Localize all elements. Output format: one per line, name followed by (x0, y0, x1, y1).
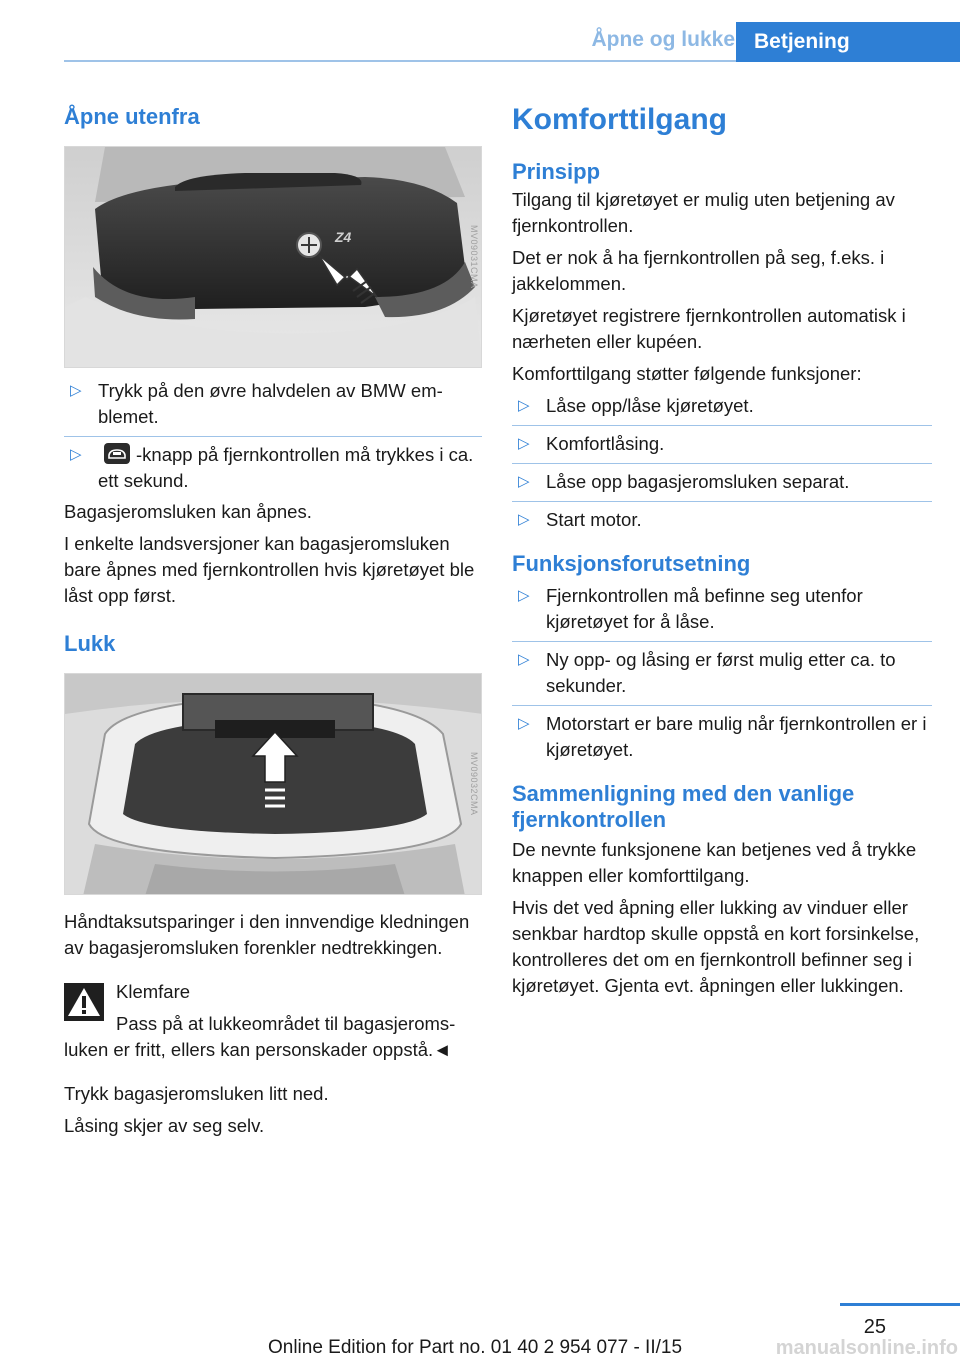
triangle-right-icon: ▷ (70, 446, 82, 463)
list-item-text: Motorstart er bare mulig når fjernkontrollen er i kjøretøyet. (546, 713, 927, 760)
paragraph: Kjøretøyet registrere fjernkontrollen automatisk i nærheten eller kupéen. (512, 305, 906, 352)
list-divider (512, 463, 932, 464)
header-section-title: Åpne og lukke (591, 28, 735, 51)
figure-code-2: MV09032CMA (469, 752, 479, 816)
paragraph: Bagasjeromsluken kan åpnes. (64, 501, 312, 522)
warning-text-content: Pass på at lukkeområdet til bagasjeromsluken er fritt, ellers kan personskader oppstå.◄ (64, 1013, 456, 1060)
trunk-interior-illustration (65, 674, 482, 895)
list-item-text: Start motor. (546, 509, 642, 530)
footer-rule (840, 1303, 960, 1306)
list-item-text: Låse opp bagasjeromsluken separat. (546, 471, 850, 492)
list-divider (512, 641, 932, 642)
triangle-right-icon: ▷ (518, 651, 530, 668)
list-item (512, 431, 932, 457)
section-title-comfort-access: Komforttilgang (512, 103, 727, 136)
right-column (512, 100, 932, 999)
svg-text:Z4: Z4 (335, 229, 352, 245)
section-title-close: Lukk (64, 631, 116, 656)
list-item (512, 711, 932, 763)
section-title-open: Åpne utenfra (64, 104, 200, 129)
warning-title: Klemfare (116, 981, 191, 1002)
trunk-remote-key-icon (104, 443, 130, 464)
watermark: manualsonline.info (775, 1337, 958, 1359)
list-item-text: Ny opp- og låsing er først mulig etter ca. to sekunder. (546, 649, 896, 696)
functions-list (512, 393, 932, 533)
paragraph: Tilgang til kjøretøyet er mulig uten betjening av fjernkontrollen. (512, 189, 895, 236)
list-item (64, 442, 482, 494)
list-item-text: Fjernkontrollen må befinne seg utenfor kjøretøyet for å låse. (546, 585, 863, 632)
figure-trunk-interior (64, 673, 482, 895)
subsection-title-requirements: Funksjonsforutsetning (512, 551, 751, 576)
triangle-right-icon: ▷ (518, 397, 530, 414)
list-divider (64, 436, 482, 437)
figure-code-1: MV09031CMA (469, 225, 479, 289)
warning-text (64, 1011, 482, 1063)
list-divider (512, 705, 932, 706)
page-number: 25 (863, 1316, 886, 1338)
paragraph: Håndtaksutsparinger i den innvendige kledningen av bagasjeromsluken forenkler nedtrekkingen. (64, 911, 470, 958)
list-item (512, 469, 932, 495)
list-item-text: Komfortlåsing. (546, 433, 665, 454)
left-column (64, 100, 482, 1139)
triangle-right-icon: ▷ (518, 715, 530, 732)
triangle-right-icon: ▷ (518, 435, 530, 452)
subsection-title-principle: Prinsipp (512, 159, 601, 184)
list-item (512, 393, 932, 419)
list-item (512, 647, 932, 699)
list-divider (512, 501, 932, 502)
header-chapter-tab: Betjening (736, 22, 960, 62)
paragraph: Trykk bagasjeromsluken litt ned. (64, 1083, 329, 1104)
list-item-text: Låse opp/låse kjøretøyet. (546, 395, 754, 416)
list-item (512, 583, 932, 635)
list-item-text: Trykk på den øvre halvdelen av BMW emblemet. (98, 380, 443, 427)
list-item (512, 507, 932, 533)
paragraph: Komforttilgang støtter følgende funksjoner: (512, 363, 862, 384)
warning-box (64, 979, 482, 1063)
triangle-right-icon: ▷ (518, 587, 530, 604)
trunk-exterior-illustration (65, 147, 482, 368)
paragraph: Låsing skjer av seg selv. (64, 1115, 265, 1136)
triangle-right-icon: ▷ (518, 511, 530, 528)
triangle-right-icon: ▷ (70, 382, 82, 399)
warning-triangle-icon (64, 983, 104, 1021)
paragraph: I enkelte landsversjoner kan bagasjeromsluken bare åpnes med fjernkontrollen hvis kjøretøyet ble låst opp først. (64, 533, 475, 606)
figure-trunk-exterior (64, 146, 482, 368)
paragraph: Hvis det ved åpning eller lukking av vinduer eller senkbar hardtop skulle oppstå en kort forsinkelse, kontrolleres det om en fjernkontroll befinner seg i kjøretøyet. Gjenta evt. åpningen eller lukkingen. (512, 897, 920, 996)
list-divider (512, 425, 932, 426)
subsection-title-comparison: Sammenligning med den vanlige fjernkontrollen (512, 781, 855, 832)
list-item (64, 378, 482, 430)
triangle-right-icon: ▷ (518, 473, 530, 490)
paragraph: Det er nok å ha fjernkontrollen på seg, f.eks. i jakkelommen. (512, 247, 885, 294)
open-steps-list (64, 378, 482, 494)
footer-edition: Online Edition for Part no. 01 40 2 954 077 - II/15 (267, 1337, 683, 1358)
requirements-list (512, 583, 932, 763)
list-item-text: -knapp på fjernkontrollen må trykkes i ca. ett sekund. (98, 444, 474, 491)
paragraph: De nevnte funksjonene kan betjenes ved å trykke knappen eller komforttilgang. (512, 839, 917, 886)
